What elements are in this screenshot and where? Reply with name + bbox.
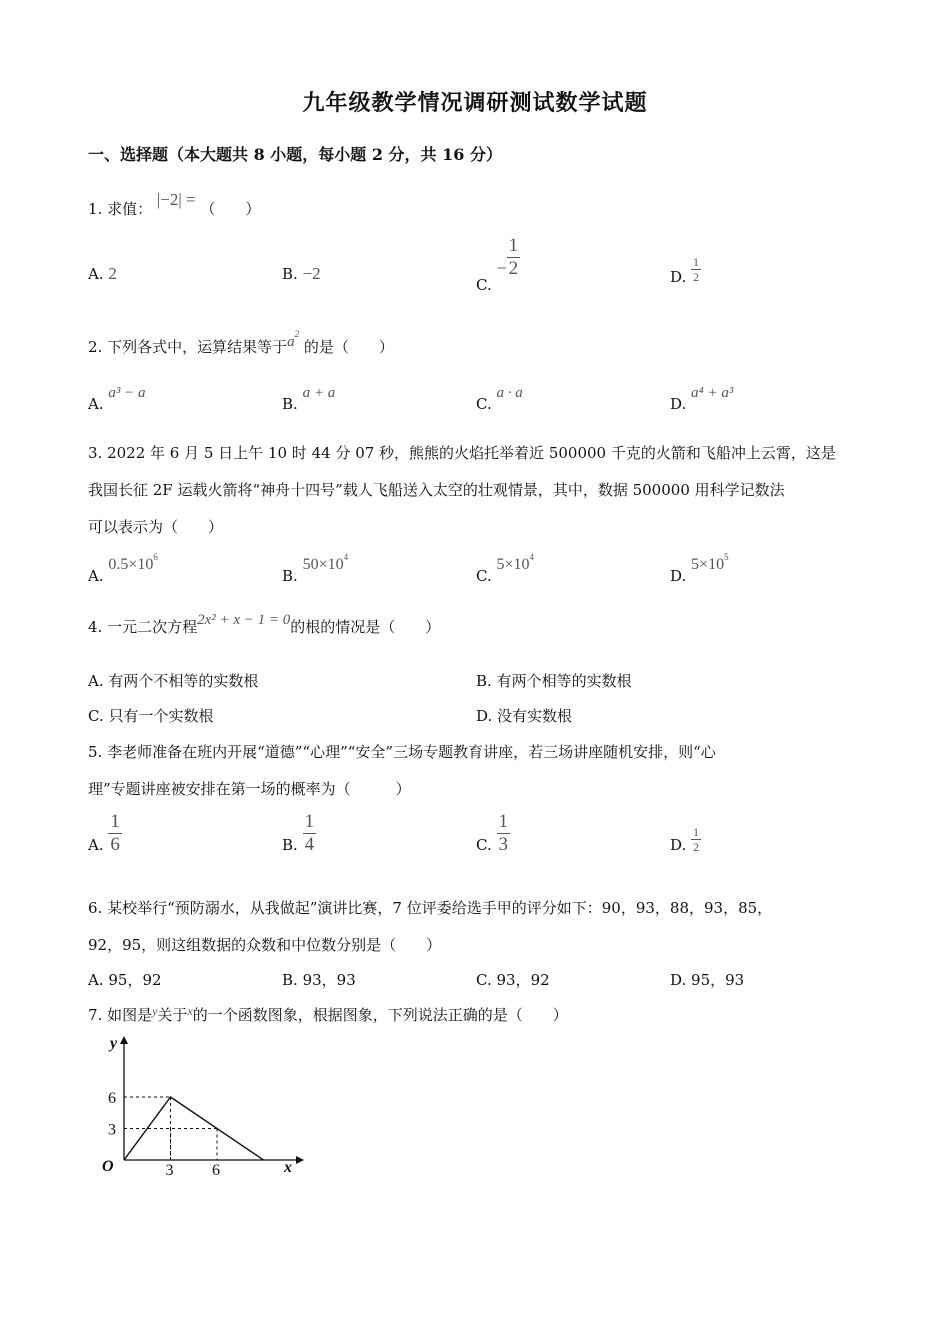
q5-line-1: 5. 李老师准备在班内开展“道德”“心理”“安全”三场专题教育讲座，若三场讲座随机安排，则“心	[88, 743, 716, 761]
q4-equation: 2x² + x − 1 = 0	[197, 612, 291, 628]
y-tick-label-6: 6	[108, 1090, 116, 1107]
q6-option-d[interactable]: D. 95，93	[670, 971, 745, 989]
origin-label: O	[102, 1158, 114, 1175]
page-title: 九年级教学情况调研测试数学试题	[302, 90, 648, 116]
x-tick-label-6: 6	[212, 1162, 220, 1179]
q4-option-a[interactable]: A. 有两个不相等的实数根	[88, 672, 259, 690]
y-tick-label-3: 3	[108, 1121, 116, 1139]
q5-option-c[interactable]: C. $\frac{1}{3}$	[476, 811, 508, 855]
x-axis-arrow	[296, 1156, 304, 1164]
q5-option-a[interactable]: A. $\frac{1}{6}$	[88, 811, 120, 855]
q3-line-2: 我国长征 2F 运载火箭将“神舟十四号”载人飞船送入太空的壮观情景，其中，数据 500000 用科学记数法	[88, 481, 785, 499]
q1-option-c[interactable]: C. − $\frac{1}{2}$	[476, 235, 519, 295]
x-tick-label-3: 3	[165, 1162, 174, 1179]
q6-option-c[interactable]: C. 93，92	[476, 971, 550, 989]
q1-stem: 1. 求值：	[88, 200, 153, 218]
question-1	[88, 190, 261, 219]
q1-paren: （ ）	[200, 200, 261, 218]
question-7: 7. 如图是$^y$关于$^x$的一个函数图象，根据图象，下列说法正确的是（ ）	[88, 1004, 568, 1024]
q3-option-c[interactable]: C. $5\times 10^4$	[476, 552, 535, 585]
q6-line-1: 6. 某校举行“预防溺水，从我做起”演讲比赛，7 位评委给选手甲的评分如下：90，93，88，93，85，	[88, 899, 773, 917]
q7-function-graph	[96, 1030, 316, 1180]
q3-option-b[interactable]: B. $50\times 10^4$	[282, 552, 349, 585]
q5-option-b[interactable]: B. $\frac{1}{4}$	[282, 811, 315, 855]
q3-option-d[interactable]: D. $5\times 10^5$	[670, 552, 729, 585]
question-4: 4. 一元二次方程2x² + x − 1 = 0的根的情况是（ ）	[88, 612, 441, 636]
q2-option-d[interactable]: D. a⁴ + a³	[670, 385, 734, 413]
y-axis-label: y	[110, 1035, 118, 1052]
q6-option-a[interactable]: A. 95，92	[88, 971, 162, 989]
q1-option-a[interactable]: A. 2	[88, 264, 117, 283]
q1-expression: |−2| =	[156, 190, 196, 209]
q3-line-1: 3. 2022 年 6 月 5 日上午 10 时 44 分 07 秒，熊熊的火焰托举着近 500000 千克的火箭和飞船冲上云霄，这是	[88, 444, 836, 462]
q2-option-b[interactable]: B. a + a	[282, 385, 336, 413]
q3-line-3: 可以表示为（ ）	[88, 518, 224, 536]
q4-option-b[interactable]: B. 有两个相等的实数根	[476, 672, 632, 690]
q1-option-b[interactable]: B. −2	[282, 264, 321, 283]
q4-option-d[interactable]: D. 没有实数根	[476, 707, 573, 725]
q4-option-c[interactable]: C. 只有一个实数根	[88, 707, 214, 725]
q6-line-2: 92，95，则这组数据的众数和中位数分别是（ ）	[88, 936, 442, 954]
q2-option-a[interactable]: A. a³ − a	[88, 385, 146, 413]
q6-option-b[interactable]: B. 93，93	[282, 971, 356, 989]
q5-option-d[interactable]: D. $\frac{1}{2}$	[670, 825, 700, 855]
q2-option-c[interactable]: C. a · a	[476, 385, 523, 413]
section-heading: 一、选择题（本大题共 8 小题，每小题 2 分，共 16 分）	[88, 145, 502, 164]
q3-option-a[interactable]: A. $0.5\times 10^6$	[88, 552, 158, 585]
q5-line-2: 理”专题讲座被安排在第一场的概率为（ ）	[88, 780, 411, 798]
q1-option-d[interactable]: D. $\frac{1}{2}$	[670, 255, 700, 287]
question-2: 2. 下列各式中，运算结果等于$a^2$ 的是（ ）	[88, 329, 394, 356]
y-axis-arrow	[120, 1036, 128, 1044]
x-axis-label: x	[284, 1159, 292, 1176]
